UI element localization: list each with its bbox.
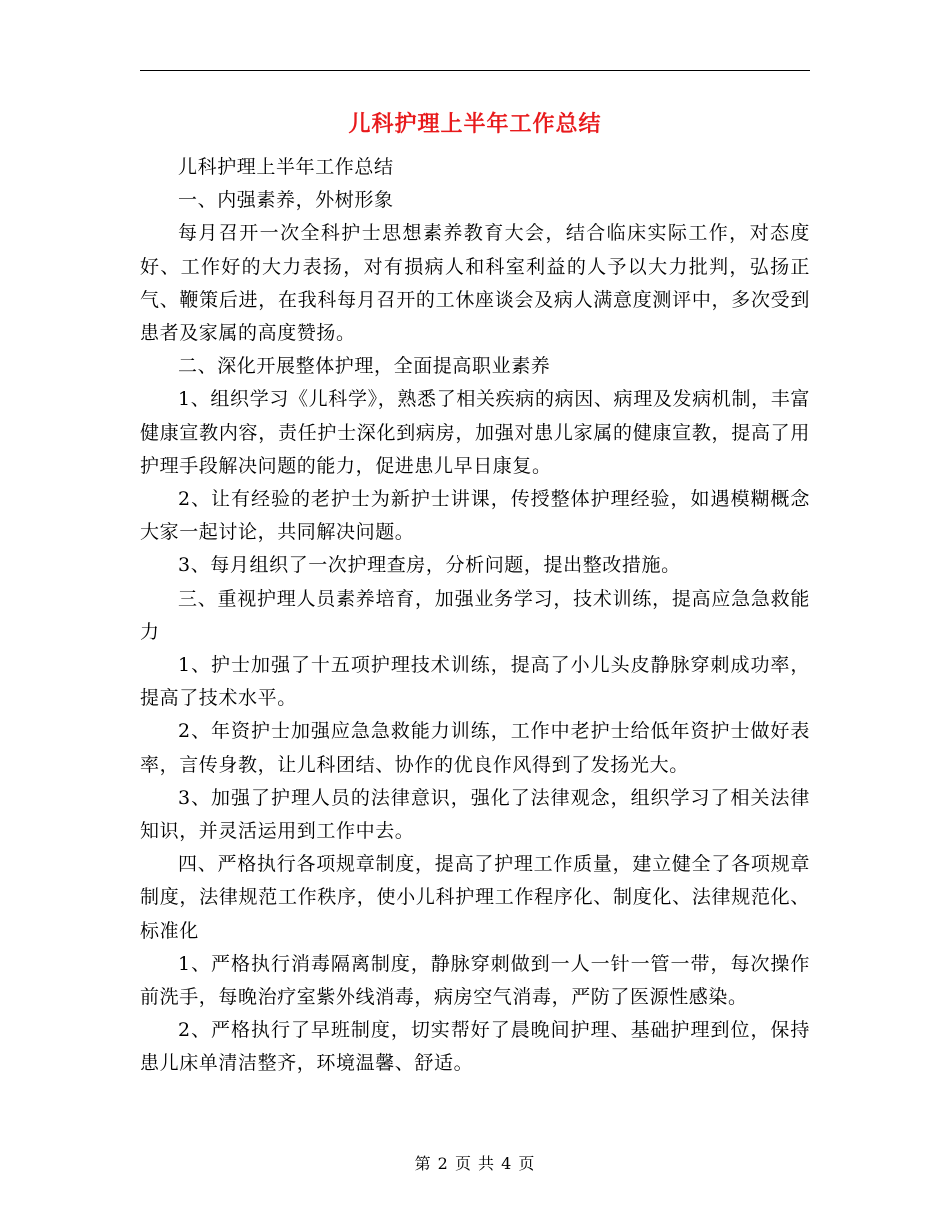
section-heading-2: 二、深化开展整体护理，全面提高职业素养 — [178, 355, 551, 378]
document-body — [140, 151, 810, 1081]
section-heading-3: 三、重视护理人员素养培育，加强业务学习，技术训练，提高应急急救能力 — [140, 587, 810, 643]
header-rule — [140, 70, 810, 71]
paragraph: 2、让有经验的老护士为新护士讲课，传授整体护理经验，如遇模糊概念大家一起讨论，共同解决问题。 — [140, 488, 810, 544]
paragraph: 1、严格执行消毒隔离制度，静脉穿刺做到一人一针一管一带，每次操作前洗手，每晚治疗室紫外线消毒，病房空气消毒，严防了医源性感染。 — [140, 952, 810, 1009]
paragraph: 1、护士加强了十五项护理技术训练，提高了小儿头皮静脉穿刺成功率，提高了技术水平。 — [140, 654, 810, 710]
page-number-label: 第 2 页 共 4 页 — [414, 1154, 536, 1173]
paragraph: 1、组织学习《儿科学》，熟悉了相关疾病的病因、病理及发病机制，丰富健康宣教内容，责任护士深化到病房，加强对患儿家属的健康宣教，提高了用护理手段解决问题的能力，促进患儿早日康复。 — [140, 388, 810, 477]
document-title: 儿科护理上半年工作总结 — [348, 112, 602, 137]
section-heading-4: 四、严格执行各项规章制度，提高了护理工作质量，建立健全了各项规章制度，法律规范工作秩序，使小儿科护理工作程序化、制度化、法律规范化、标准化 — [140, 853, 810, 942]
paragraph: 2、严格执行了早班制度，切实帮好了晨晚间护理、基础护理到位，保持患儿床单清洁整齐，环境温馨、舒适。 — [140, 1019, 810, 1075]
paragraph: 每月召开一次全科护士思想素养教育大会，结合临床实际工作，对态度好、工作好的大力表扬，对有损病人和科室利益的人予以大力批判，弘扬正气、鞭策后进，在我科每月召开的工休座谈会及病人满意度测评中，多次受到患者及家属的高度赞扬。 — [140, 222, 810, 345]
paragraph: 3、每月组织了一次护理查房，分析问题，提出整改措施。 — [178, 554, 681, 577]
paragraph: 3、加强了护理人员的法律意识，强化了法律观念，组织学习了相关法律知识，并灵活运用到工作中去。 — [140, 786, 810, 843]
section-heading-1: 一、内强素养，外树形象 — [178, 189, 394, 212]
paragraph: 2、年资护士加强应急急救能力训练，工作中老护士给低年资护士做好表率，言传身教，让儿科团结、协作的优良作风得到了发扬光大。 — [140, 720, 810, 776]
paragraph-subtitle: 儿科护理上半年工作总结 — [178, 156, 394, 178]
page-footer — [0, 1152, 950, 1176]
